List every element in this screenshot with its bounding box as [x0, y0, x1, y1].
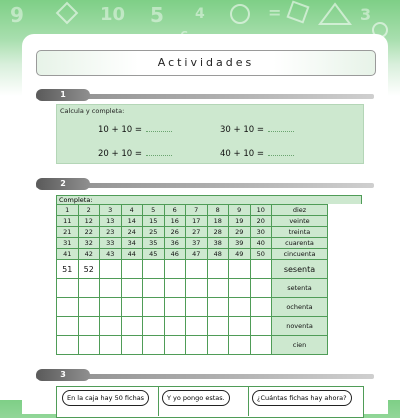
grid-cell: 35	[143, 238, 165, 249]
grid-row	[57, 317, 328, 336]
grid-cell[interactable]	[143, 279, 165, 298]
grid-cell[interactable]	[143, 298, 165, 317]
grid-cell: 3	[100, 205, 122, 216]
grid-cell[interactable]	[250, 336, 272, 355]
grid-word-label: veinte	[272, 216, 328, 227]
grid-cell: 13	[100, 216, 122, 227]
section-1-instruction: Calcula y completa:	[60, 107, 125, 115]
grid-cell: 39	[229, 238, 251, 249]
grid-cell[interactable]	[57, 298, 79, 317]
grid-cell[interactable]	[164, 279, 186, 298]
speech-bubble-2: Y yo pongo estas.	[162, 390, 230, 406]
section-1-number: 1	[36, 89, 90, 101]
grid-word-label: cuarenta	[272, 238, 328, 249]
grid-cell: 8	[207, 205, 229, 216]
grid-row	[57, 260, 328, 279]
grid-cell: 5	[143, 205, 165, 216]
equation-2: 30 + 10 =	[220, 123, 294, 135]
grid-cell[interactable]	[143, 336, 165, 355]
grid-cell: 6	[164, 205, 186, 216]
grid-cell[interactable]	[78, 279, 100, 298]
grid-cell: 47	[186, 249, 208, 260]
grid-cell: 44	[121, 249, 143, 260]
grid-row	[57, 279, 328, 298]
grid-cell: 27	[186, 227, 208, 238]
grid-cell[interactable]	[186, 298, 208, 317]
grid-cell: 20	[250, 216, 272, 227]
grid-cell: 2	[78, 205, 100, 216]
grid-cell: 40	[250, 238, 272, 249]
section-3-divider	[248, 386, 249, 416]
grid-cell[interactable]	[250, 279, 272, 298]
svg-text:10: 10	[100, 4, 126, 25]
grid-cell[interactable]	[100, 279, 122, 298]
grid-cell: 10	[250, 205, 272, 216]
grid-cell[interactable]	[207, 317, 229, 336]
grid-cell: 15	[143, 216, 165, 227]
grid-cell: 18	[207, 216, 229, 227]
grid-cell[interactable]	[229, 298, 251, 317]
grid-cell[interactable]	[78, 298, 100, 317]
grid-cell[interactable]	[229, 260, 251, 279]
grid-cell[interactable]	[229, 336, 251, 355]
grid-cell: 31	[57, 238, 79, 249]
grid-cell: 29	[229, 227, 251, 238]
grid-cell[interactable]	[186, 260, 208, 279]
grid-word-label: noventa	[272, 317, 328, 336]
grid-cell: 21	[57, 227, 79, 238]
worksheet-page	[22, 34, 388, 414]
number-grid	[56, 204, 328, 355]
grid-cell: 1	[57, 205, 79, 216]
section-2-number: 2	[36, 178, 90, 190]
answer-blank[interactable]	[146, 123, 172, 132]
grid-cell[interactable]	[121, 317, 143, 336]
grid-row	[57, 298, 328, 317]
grid-cell[interactable]	[164, 317, 186, 336]
answer-blank[interactable]	[268, 123, 294, 132]
grid-row	[57, 227, 328, 238]
grid-cell: 23	[100, 227, 122, 238]
grid-cell: 48	[207, 249, 229, 260]
grid-word-label: setenta	[272, 279, 328, 298]
grid-cell[interactable]	[229, 279, 251, 298]
grid-cell[interactable]	[100, 336, 122, 355]
grid-cell[interactable]	[100, 260, 122, 279]
grid-cell: 36	[164, 238, 186, 249]
grid-row	[57, 249, 328, 260]
grid-cell[interactable]	[78, 317, 100, 336]
grid-cell[interactable]	[143, 317, 165, 336]
grid-cell[interactable]	[78, 336, 100, 355]
grid-cell[interactable]	[57, 279, 79, 298]
speech-bubble-1: En la caja hay 50 fichas	[62, 390, 149, 406]
grid-cell: 41	[57, 249, 79, 260]
svg-text:=: =	[268, 3, 282, 22]
grid-cell: 51	[57, 260, 79, 279]
svg-text:3: 3	[360, 5, 372, 24]
grid-word-label: sesenta	[272, 260, 328, 279]
grid-cell: 49	[229, 249, 251, 260]
grid-cell: 9	[229, 205, 251, 216]
grid-cell[interactable]	[207, 298, 229, 317]
grid-cell[interactable]	[207, 279, 229, 298]
grid-cell: 26	[164, 227, 186, 238]
grid-cell[interactable]	[164, 298, 186, 317]
grid-row	[57, 216, 328, 227]
grid-cell: 4	[121, 205, 143, 216]
grid-cell: 16	[164, 216, 186, 227]
grid-cell[interactable]	[250, 317, 272, 336]
grid-cell: 25	[143, 227, 165, 238]
grid-row	[57, 336, 328, 355]
answer-blank[interactable]	[146, 147, 172, 156]
grid-cell[interactable]	[121, 336, 143, 355]
grid-cell: 38	[207, 238, 229, 249]
grid-word-label: diez	[272, 205, 328, 216]
grid-cell: 33	[100, 238, 122, 249]
equation-1: 10 + 10 =	[98, 123, 172, 135]
grid-cell[interactable]	[57, 317, 79, 336]
answer-blank[interactable]	[268, 147, 294, 156]
section-2-instruction: Completa:	[56, 195, 362, 204]
grid-word-label: cincuenta	[272, 249, 328, 260]
grid-cell: 17	[186, 216, 208, 227]
page-title: Actividades	[36, 50, 376, 76]
grid-cell: 34	[121, 238, 143, 249]
section-3-divider	[158, 386, 159, 416]
grid-cell: 12	[78, 216, 100, 227]
grid-cell[interactable]	[100, 317, 122, 336]
grid-cell: 28	[207, 227, 229, 238]
grid-cell[interactable]	[100, 298, 122, 317]
grid-cell: 30	[250, 227, 272, 238]
svg-text:4: 4	[195, 6, 205, 22]
grid-word-label: cien	[272, 336, 328, 355]
grid-cell: 7	[186, 205, 208, 216]
grid-cell[interactable]	[164, 336, 186, 355]
grid-cell: 19	[229, 216, 251, 227]
grid-word-label: treinta	[272, 227, 328, 238]
grid-cell[interactable]	[207, 336, 229, 355]
svg-text:9: 9	[10, 3, 24, 27]
grid-cell: 14	[121, 216, 143, 227]
grid-row	[57, 238, 328, 249]
grid-cell: 11	[57, 216, 79, 227]
grid-cell[interactable]	[186, 317, 208, 336]
grid-cell: 42	[78, 249, 100, 260]
grid-cell[interactable]	[143, 260, 165, 279]
grid-cell[interactable]	[121, 298, 143, 317]
grid-cell: 22	[78, 227, 100, 238]
grid-cell: 46	[164, 249, 186, 260]
grid-row	[57, 205, 328, 216]
grid-cell: 52	[78, 260, 100, 279]
grid-cell[interactable]	[186, 336, 208, 355]
equation-3: 20 + 10 =	[98, 147, 172, 159]
svg-text:5: 5	[150, 3, 164, 27]
grid-cell: 50	[250, 249, 272, 260]
grid-cell[interactable]	[186, 279, 208, 298]
grid-cell[interactable]	[250, 260, 272, 279]
grid-cell[interactable]	[229, 317, 251, 336]
speech-bubble-3: ¿Cuántas fichas hay ahora?	[252, 390, 352, 406]
grid-word-label: ochenta	[272, 298, 328, 317]
section-3-number: 3	[36, 369, 90, 381]
grid-cell[interactable]	[250, 298, 272, 317]
grid-cell: 32	[78, 238, 100, 249]
grid-cell[interactable]	[207, 260, 229, 279]
grid-cell: 37	[186, 238, 208, 249]
grid-cell[interactable]	[121, 260, 143, 279]
grid-cell[interactable]	[164, 260, 186, 279]
equation-4: 40 + 10 =	[220, 147, 294, 159]
grid-cell[interactable]	[57, 336, 79, 355]
grid-cell[interactable]	[121, 279, 143, 298]
grid-cell: 43	[100, 249, 122, 260]
grid-cell: 24	[121, 227, 143, 238]
grid-cell: 45	[143, 249, 165, 260]
